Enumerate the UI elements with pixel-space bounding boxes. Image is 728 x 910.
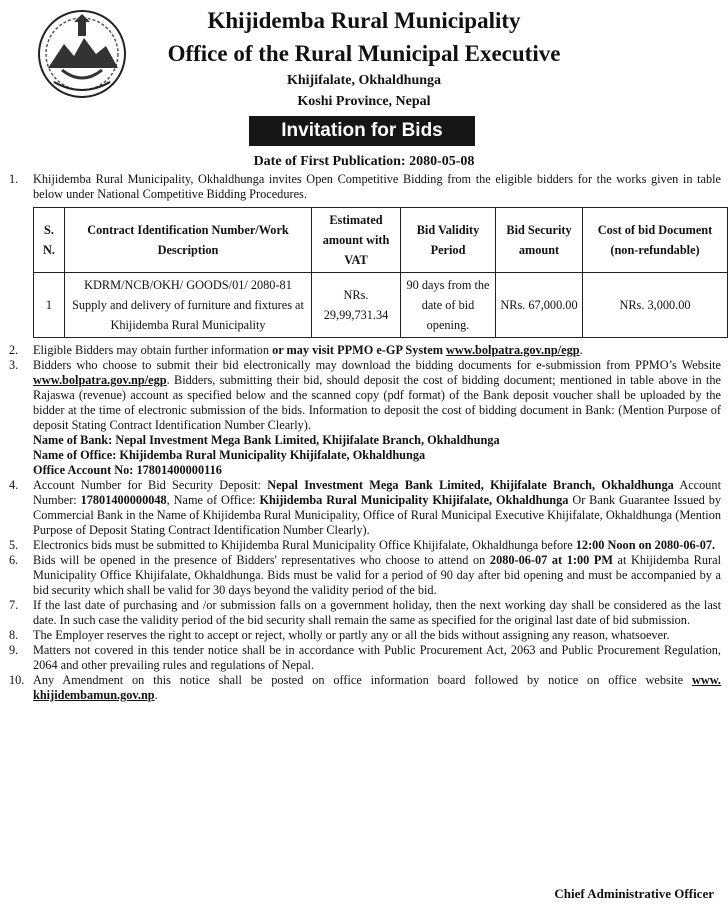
clause-number: 6. (9, 553, 19, 567)
clause-end: . (154, 688, 158, 702)
work-description: Supply and delivery of furniture and fixtures at Khijidemba Rural Municipality (72, 298, 304, 332)
clause-8 (9, 628, 721, 643)
clause-text: Khijidemba Rural Municipality, Okhaldhunga invites Open Competitive Bidding from the eligible bidders for the works given in table below under National Competitive Bidding Procedures. (33, 172, 721, 201)
security-account-number: 17801400000048 (80, 493, 167, 507)
office-title: Office of the Rural Municipal Executive (167, 41, 561, 66)
account-label: Account Number: (33, 478, 721, 507)
clause-number: 9. (9, 643, 19, 657)
clause-number: 7. (9, 598, 19, 612)
col-validity: Bid Validity Period (401, 208, 496, 273)
office-name-value: : Khijidemba Rural Municipality Khijifalate, Okhaldhunga (112, 448, 426, 462)
clause-number: 1. (9, 172, 19, 186)
signature-title: Chief Administrative Officer (554, 886, 714, 901)
submission-deadline: 12:00 Noon on 2080-06-07. (575, 538, 716, 552)
bank-name: Name of Bank: Nepal Investment Mega Bank Limited, Khijifalate Branch, Okhaldhunga (33, 433, 500, 447)
cell-estimate: NRs. 29,99,731.34 (312, 273, 401, 338)
clause-text: Any Amendment on this notice shall be posted on office information board followed by notice on office website (33, 673, 692, 687)
clause-text: Matters not covered in this tender notice shall be in accordance with Public Procurement Act, 2063 and Public Procurement Regulation, 2064 and other prevailing rules and regulations of Nepal. (33, 643, 721, 672)
cell-validity: 90 days from the date of bid opening. (401, 273, 496, 338)
clause-9 (9, 643, 721, 673)
clause-text-cont: . Bidders, submitting their bid, should deposit the cost of bidding document; mentioned in table above in the Rajaswa (revenue) account as specified below and the scanned copy (pdf format) of the Bank deposit voucher shall be uploaded by the bidder at the time of electronic submission of the bids. Information to deposit the cost of bidding document in Bank: (Mention Purpose of deposit Stating Contract Identification Number Clearly). (33, 373, 721, 432)
col-sn: S. N. (34, 208, 65, 273)
clause-number: 8. (9, 628, 19, 642)
clause-text: Electronics bids must be submitted to Khijidemba Rural Municipality Office Khijifalate, Okhaldhunga before (33, 538, 576, 552)
clause-text: If the last date of purchasing and /or submission falls on a government holiday, then the next working day shall be considered as the last date. In such case the validity period of the bid security shall remain the same as specified for the original last date of bid submission. (33, 598, 721, 627)
table-header-row (34, 208, 728, 273)
bank-name-bold: Nepal Investment Mega Bank Limited, Khijifalate Branch, Okhaldhunga (267, 478, 674, 492)
clause-text: Eligible Bidders may obtain further information (33, 343, 273, 357)
bid-table (33, 207, 728, 338)
ppmo-link[interactable]: www.bolpatra.gov.np/egp (33, 373, 167, 387)
clause-2 (9, 343, 721, 358)
cell-security: NRs. 67,000.00 (496, 273, 583, 338)
egp-link[interactable]: www.bolpatra.gov.np/egp (446, 343, 580, 357)
clause-number: 5. (9, 538, 19, 552)
col-security: Bid Security amount (496, 208, 583, 273)
contract-id: KDRM/NCB/OKH/ GOODS/01/ 2080-81 (84, 278, 292, 292)
clause-1 (9, 172, 721, 202)
office-name-label: Name of Office (33, 448, 113, 462)
clause-number: 10. (9, 673, 25, 687)
clause-number: 3. (9, 358, 19, 372)
clause-number: 4. (9, 478, 19, 492)
clause-5 (9, 538, 721, 553)
clause-text-cont: Or Bank Guarantee Issued by Commercial Bank in the Name of Khijidemba Rural Municipality, Office of Rural Municipal Executive Khijifalate, Okhaldhunga (Mention Purpose of Deposit Stating Contract Identification Number Clearly). (33, 493, 722, 537)
clause-text-bold: or may visit PPMO e-GP System (272, 343, 447, 357)
office-account: Office Account No: 17801400000116 (33, 463, 222, 477)
clause-10 (9, 673, 721, 703)
table-row (34, 273, 728, 338)
cell-cost: NRs. 3,000.00 (583, 273, 728, 338)
website-link[interactable]: www. khijidembamun.gov.np (33, 673, 721, 702)
notice-clauses (9, 172, 721, 703)
clause-number: 2. (9, 343, 19, 357)
publication-date: Date of First Publication: 2080-05-08 (253, 154, 475, 169)
clause-text: Bidders who choose to submit their bid electronically may download the bidding documents for e-submission from PPMO’s Website (33, 358, 721, 372)
municipality-title: Khijidemba Rural Municipality (207, 8, 521, 33)
cell-sn: 1 (34, 273, 65, 338)
notice-banner: Invitation for Bids (249, 116, 475, 146)
cell-contract (65, 273, 312, 338)
clause-text-cont: at Khijidemba Rural Municipality Office Khijifalate, Okhaldhunga. Bids must be valid for a period of 90 day after bid opening and must be accompanied by a bid security which shall be valid for 30 days beyond the validity period of the bid. (33, 553, 721, 597)
opening-time: 2080-06-07 at 1:00 PM (489, 553, 613, 567)
col-estimate: Estimated amount with VAT (312, 208, 401, 273)
clause-text: Bids will be opened in the presence of Bidders' representatives who choose to attend on (33, 553, 490, 567)
clause-text: The Employer reserves the right to accept or reject, wholly or partly any or all the bids without assigning any reason, whatsoever. (33, 628, 670, 642)
clause-3 (9, 358, 721, 478)
office-name-bold: Khijidemba Rural Municipality Khijifalate, Okhaldhunga (259, 493, 569, 507)
office-address: Khijifalate, Okhaldhunga (286, 73, 442, 88)
col-cost: Cost of bid Document (non-refundable) (583, 208, 728, 273)
clause-end: . (579, 343, 583, 357)
clause-7 (9, 598, 721, 628)
office-name (33, 448, 721, 463)
clause-6 (9, 553, 721, 598)
col-contract: Contract Identification Number/Work Description (65, 208, 312, 273)
province: Koshi Province, Nepal (297, 94, 431, 109)
office-label: , Name of Office: (166, 493, 260, 507)
clause-text: Account Number for Bid Security Deposit: (33, 478, 268, 492)
clause-4 (9, 478, 721, 538)
